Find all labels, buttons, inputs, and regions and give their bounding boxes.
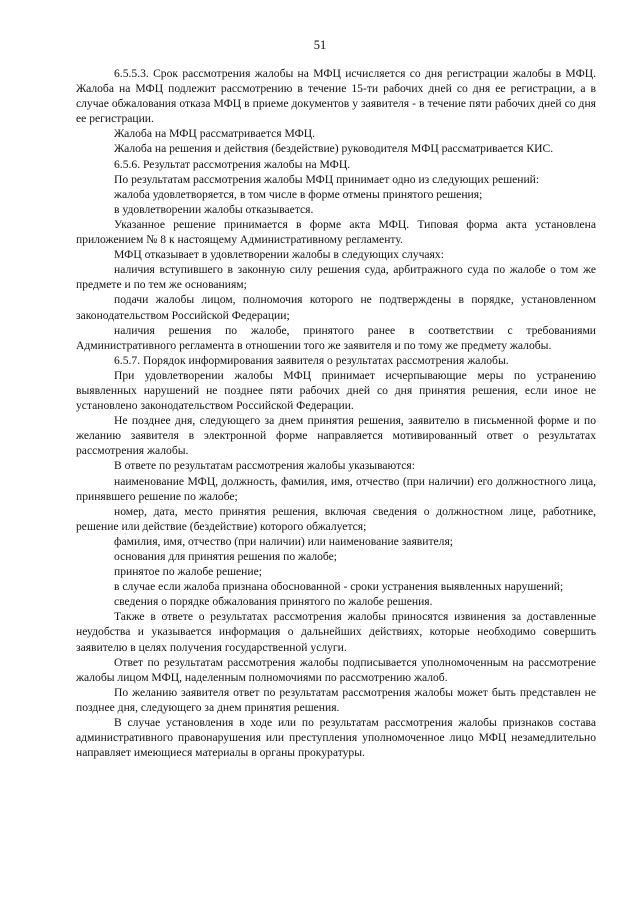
page-number: 51 <box>313 38 327 52</box>
paragraph-response-on-request: По желанию заявителя ответ по результатам рассмотрения жалобы может быть представлен не позднее дня, следующего за днем принятия решения. <box>76 685 596 714</box>
list-item-remediation-deadlines: в случае если жалоба признана обоснованной - сроки устранения выявленных нарушений; <box>114 580 564 594</box>
list-item-complaint-satisfied: жалоба удовлетворяется, в том числе в форме отмены принятого решения; <box>114 187 483 201</box>
list-item-court-decision: наличия вступившего в законную силу решения суда, арбитражного суда по жалобе о том же предмете и по тем же основаниям; <box>76 263 596 292</box>
paragraph-decision-act-form: Указанное решение принимается в форме акта МФЦ. Типовая форма акта установлена приложением № 8 к настоящему Административному регламенту. <box>76 217 596 247</box>
paragraph-complaint-reviewed-by-mfc: Жалоба на МФЦ рассматривается МФЦ. <box>114 127 316 141</box>
paragraph-response-signed: Ответ по результатам рассмотрения жалобы подписывается уполномоченным на рассмотрение жалобы лицом МФЦ, наделенным полномочиями по рассмотрению жалоб. <box>76 655 596 684</box>
paragraph-refusal-cases-intro: МФЦ отказывает в удовлетворении жалобы в следующих случаях: <box>114 248 444 262</box>
paragraph-6-5-5-3: 6.5.5.3. Срок рассмотрения жалобы на МФЦ исчисляется со дня регистрации жалобы в МФЦ. Жалоба на МФЦ подлежит рассмотрению в течение 15-ти рабочих дней со дня ее регистрации, а в случае обжалования отказа МФЦ в приеме документов у заявителя - в течение пяти рабочих дней со дня ее регистрации. <box>76 67 596 126</box>
list-item-previous-decision: наличия решения по жалобе, принятого ранее в соответствии с требованиями Административного регламента в отношении того же заявителя и по тому же предмету жалобы. <box>76 323 596 352</box>
paragraph-response-contents-intro: В ответе по результатам рассмотрения жалобы указываются: <box>114 459 415 473</box>
list-item-appeal-procedure: сведения о порядке обжалования принятого по жалобе решения. <box>114 595 433 609</box>
list-item-complaint-refused: в удовлетворении жалобы отказывается. <box>114 202 314 216</box>
list-item-decision-number-date: номер, дата, место принятия решения, включая сведения о должностном лице, работнике, решение или действие (бездействие) которого обжалуется; <box>76 504 596 533</box>
list-item-applicant-name: фамилия, имя, отчество (при наличии) или наименование заявителя; <box>114 534 454 548</box>
list-item-mfc-name-official: наименование МФЦ, должность, фамилия, имя, отчество (при наличии) его должностного лица, принявшего решение по жалобе; <box>76 474 596 503</box>
section-heading-6-5-7: 6.5.7. Порядок информирования заявителя о результатах рассмотрения жалобы. <box>114 353 509 367</box>
paragraph-remedy-measures: При удовлетворении жалобы МФЦ принимает исчерпывающие меры по устранению выявленных нарушений не позднее пяти рабочих дней со дня принятия решения, если иное не установлено законодательством Российской Федерации. <box>76 368 596 413</box>
document-body <box>76 66 596 760</box>
list-item-unconfirmed-authority: подачи жалобы лицом, полномочия которого не подтверждены в порядке, установленном законодательством Российской Федерации; <box>76 293 596 322</box>
section-heading-6-5-6: 6.5.6. Результат рассмотрения жалобы на МФЦ. <box>114 157 351 171</box>
paragraph-apologies: Также в ответе о результатах рассмотрения жалобы приносятся извинения за доставленные неудобства и указывается информация о дальнейших действиях, которые необходимо совершить заявителю в целях получения государственной услуги. <box>76 610 596 654</box>
paragraph-decisions-intro: По результатам рассмотрения жалобы МФЦ принимает одно из следующих решений: <box>114 172 540 186</box>
paragraph-prosecutor-referral: В случае установления в ходе или по результатам рассмотрения жалобы признаков состава административного правонарушения или преступления уполномоченное лицо МФЦ незамедлительно направляет имеющиеся материалы в органы прокуратуры. <box>76 716 596 760</box>
paragraph-complaint-on-head-reviewed-by-kis: Жалоба на решения и действия (бездействие) руководителя МФЦ рассматривается КИС. <box>114 142 554 156</box>
list-item-decision-grounds: основания для принятия решения по жалобе; <box>114 550 338 563</box>
paragraph-reasoned-response: Не позднее дня, следующего за днем принятия решения, заявителю в письменной форме и по желанию заявителя в электронной форме направляется мотивированный ответ о результатах рассмотрения жалобы. <box>76 414 596 458</box>
list-item-decision-made: принятое по жалобе решение; <box>114 565 262 579</box>
